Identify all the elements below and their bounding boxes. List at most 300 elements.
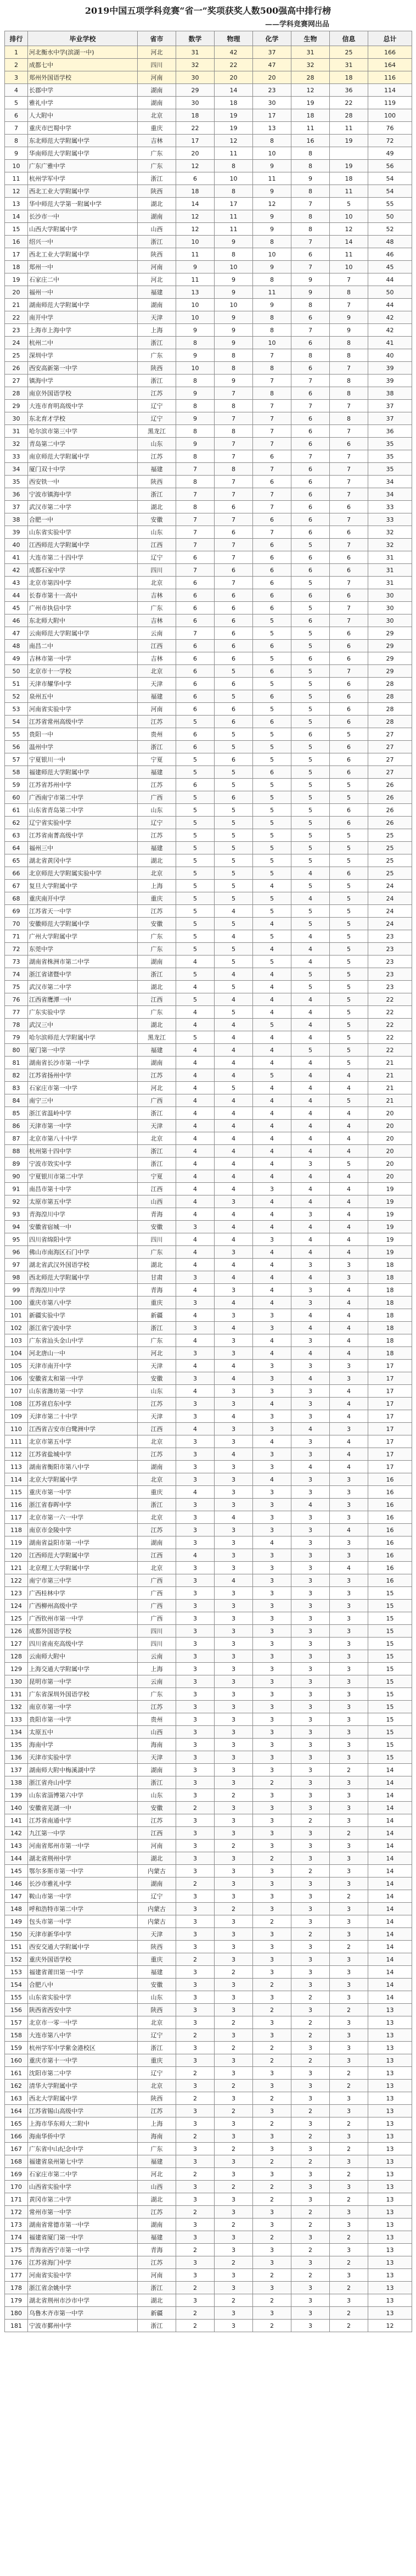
cell-biology: 5: [291, 539, 330, 551]
cell-total: 13: [368, 2168, 412, 2181]
cell-informatics: 3: [330, 2029, 368, 2042]
cell-chemistry: 8: [253, 311, 291, 324]
cell-chemistry: 3: [253, 2105, 291, 2117]
cell-rank: 45: [5, 602, 28, 614]
table-row: [5, 1398, 412, 1410]
cell-rank: 58: [5, 766, 28, 779]
cell-rank: 119: [5, 1536, 28, 1549]
cell-biology: 6: [291, 248, 330, 261]
cell-school: 广西桂林中学: [28, 1587, 138, 1600]
cell-total: 18: [368, 1271, 412, 1284]
cell-math: 3: [176, 2080, 215, 2092]
cell-total: 22: [368, 1031, 412, 1044]
cell-rank: 18: [5, 261, 28, 273]
cell-school: 清华大学附属中学: [28, 2080, 138, 2092]
cell-chemistry: 4: [253, 1435, 291, 1448]
cell-province: 陕西: [138, 185, 176, 198]
cell-biology: 2: [291, 2219, 330, 2231]
cell-biology: 4: [291, 1031, 330, 1044]
cell-total: 22: [368, 1006, 412, 1019]
table-row: [5, 1297, 412, 1309]
cell-total: 28: [368, 716, 412, 728]
cell-biology: 2: [291, 2269, 330, 2282]
cell-rank: 107: [5, 1385, 28, 1398]
cell-math: 9: [176, 261, 215, 273]
cell-total: 119: [368, 97, 412, 109]
cell-rank: 52: [5, 690, 28, 703]
cell-informatics: 5: [330, 829, 368, 842]
cell-math: 3: [176, 1776, 215, 1789]
table-row: [5, 1233, 412, 1246]
cell-province: 江苏: [138, 779, 176, 791]
cell-physics: 6: [215, 652, 253, 665]
cell-school: 广东省深圳外国语学校: [28, 1688, 138, 1701]
cell-informatics: 3: [330, 2105, 368, 2117]
cell-biology: 5: [291, 766, 330, 779]
cell-school: 宁夏银川市第二中学: [28, 1170, 138, 1183]
table-row: [5, 223, 412, 236]
table-row: [5, 526, 412, 539]
cell-school: 四川省南充高级中学: [28, 1638, 138, 1650]
cell-chemistry: 2: [253, 1915, 291, 1928]
cell-biology: 3: [291, 1524, 330, 1536]
cell-total: 19: [368, 1195, 412, 1208]
cell-informatics: 5: [330, 1044, 368, 1057]
cell-total: 13: [368, 2067, 412, 2080]
cell-informatics: 3: [330, 1600, 368, 1612]
cell-province: 广东: [138, 160, 176, 172]
cell-chemistry: 6: [253, 716, 291, 728]
cell-rank: 118: [5, 1524, 28, 1536]
cell-chemistry: 3: [253, 1549, 291, 1562]
cell-chemistry: 5: [253, 614, 291, 627]
cell-school: 陕西省西安中学: [28, 2004, 138, 2016]
cell-math: 22: [176, 122, 215, 135]
cell-total: 23: [368, 981, 412, 993]
cell-biology: 8: [291, 210, 330, 223]
cell-math: 3: [176, 1764, 215, 1776]
cell-biology: 3: [291, 1158, 330, 1170]
cell-total: 16: [368, 1549, 412, 1562]
cell-rank: 16: [5, 236, 28, 248]
cell-province: 江苏: [138, 716, 176, 728]
cell-informatics: 6: [330, 526, 368, 539]
table-row: [5, 678, 412, 690]
cell-total: 23: [368, 943, 412, 955]
cell-rank: 113: [5, 1461, 28, 1473]
cell-informatics: 7: [330, 665, 368, 678]
cell-math: 8: [176, 400, 215, 412]
cell-physics: 3: [215, 1524, 253, 1536]
cell-math: 3: [176, 1473, 215, 1486]
cell-physics: 4: [215, 905, 253, 918]
cell-physics: 4: [215, 1132, 253, 1145]
cell-biology: 6: [291, 551, 330, 564]
cell-school: 江西省鹰潭一中: [28, 993, 138, 1006]
cell-biology: 31: [291, 46, 330, 59]
cell-total: 17: [368, 1410, 412, 1423]
cell-chemistry: 5: [253, 930, 291, 943]
cell-biology: 3: [291, 1802, 330, 1814]
cell-rank: 66: [5, 867, 28, 880]
cell-biology: 8: [291, 349, 330, 362]
cell-biology: 6: [291, 728, 330, 741]
table-row: [5, 46, 412, 59]
cell-biology: 7: [291, 236, 330, 248]
cell-school: 南宁市第三中学: [28, 1574, 138, 1587]
table-row: [5, 513, 412, 526]
table-row: [5, 1941, 412, 1953]
cell-province: 湖南: [138, 1461, 176, 1473]
cell-total: 22: [368, 993, 412, 1006]
cell-informatics: 7: [330, 362, 368, 375]
cell-province: 江苏: [138, 829, 176, 842]
header-rank: 排行: [5, 31, 28, 46]
table-row: [5, 854, 412, 867]
cell-rank: 42: [5, 564, 28, 577]
cell-chemistry: 3: [253, 1663, 291, 1675]
cell-rank: 51: [5, 678, 28, 690]
ranking-table: [4, 31, 412, 2332]
table-row: [5, 1094, 412, 1107]
table-row: [5, 703, 412, 716]
cell-physics: 3: [215, 1915, 253, 1928]
cell-school: 哈尔滨市第三中学: [28, 425, 138, 438]
cell-math: 4: [176, 1309, 215, 1322]
cell-physics: 5: [215, 1082, 253, 1094]
cell-biology: 3: [291, 1398, 330, 1410]
cell-informatics: 7: [330, 450, 368, 463]
cell-chemistry: 3: [253, 1701, 291, 1713]
cell-school: 天津市新华中学: [28, 1928, 138, 1941]
cell-math: 4: [176, 1360, 215, 1372]
cell-rank: 9: [5, 147, 28, 160]
table-row: [5, 1044, 412, 1057]
cell-chemistry: 2: [253, 2193, 291, 2206]
cell-physics: 6: [215, 791, 253, 804]
cell-informatics: 3: [330, 1612, 368, 1625]
cell-biology: 2: [291, 2105, 330, 2117]
cell-rank: 137: [5, 1764, 28, 1776]
cell-total: 15: [368, 1600, 412, 1612]
cell-province: 福建: [138, 286, 176, 299]
cell-chemistry: 4: [253, 1398, 291, 1410]
table-row: [5, 210, 412, 223]
cell-biology: 7: [291, 450, 330, 463]
cell-math: 2: [176, 1877, 215, 1890]
cell-informatics: 3: [330, 1499, 368, 1511]
cell-informatics: 4: [330, 1297, 368, 1309]
cell-math: 6: [176, 678, 215, 690]
cell-school: 石家庄二中: [28, 273, 138, 286]
cell-math: 6: [176, 652, 215, 665]
cell-province: 河北: [138, 273, 176, 286]
cell-biology: 4: [291, 1461, 330, 1473]
cell-school: 江西省吉安市白鹭洲中学: [28, 1423, 138, 1435]
cell-rank: 65: [5, 854, 28, 867]
cell-physics: 3: [215, 1928, 253, 1941]
cell-math: 3: [176, 1701, 215, 1713]
cell-math: 3: [176, 1840, 215, 1852]
cell-math: 11: [176, 273, 215, 286]
cell-total: 19: [368, 1183, 412, 1195]
table-row: [5, 1688, 412, 1701]
cell-biology: 3: [291, 2231, 330, 2244]
cell-physics: 6: [215, 627, 253, 640]
cell-school: 北京市第八十中学: [28, 1132, 138, 1145]
cell-rank: 62: [5, 817, 28, 829]
cell-physics: 3: [215, 2206, 253, 2219]
cell-physics: 6: [215, 753, 253, 766]
cell-math: 3: [176, 1499, 215, 1511]
cell-school: 湖南省长沙市第一中学: [28, 1057, 138, 1069]
cell-rank: 80: [5, 1044, 28, 1057]
cell-physics: 4: [215, 1145, 253, 1158]
cell-informatics: 6: [330, 589, 368, 602]
table-row: [5, 476, 412, 488]
cell-rank: 92: [5, 1195, 28, 1208]
table-row: [5, 1739, 412, 1751]
cell-physics: 14: [215, 84, 253, 97]
table-row: [5, 1183, 412, 1195]
cell-school: 沈阳市第二中学: [28, 2067, 138, 2080]
cell-chemistry: 9: [253, 160, 291, 172]
cell-biology: 12: [291, 84, 330, 97]
cell-biology: 6: [291, 337, 330, 349]
cell-total: 24: [368, 905, 412, 918]
cell-informatics: 6: [330, 753, 368, 766]
cell-biology: 3: [291, 1840, 330, 1852]
cell-biology: 3: [291, 2042, 330, 2054]
cell-informatics: 5: [330, 1094, 368, 1107]
table-header-row: [5, 31, 412, 46]
cell-physics: 2: [215, 2219, 253, 2231]
cell-chemistry: 2: [253, 2231, 291, 2244]
cell-province: 北京: [138, 1511, 176, 1524]
cell-chemistry: 6: [253, 476, 291, 488]
cell-province: 广东: [138, 349, 176, 362]
cell-school: 浙江省舟山中学: [28, 1776, 138, 1789]
cell-province: 青海: [138, 1284, 176, 1297]
cell-informatics: 2: [330, 1764, 368, 1776]
cell-total: 16: [368, 1562, 412, 1574]
cell-math: 3: [176, 1536, 215, 1549]
cell-province: 广东: [138, 602, 176, 614]
cell-total: 34: [368, 488, 412, 501]
cell-informatics: 3: [330, 1953, 368, 1966]
cell-informatics: 4: [330, 1208, 368, 1221]
table-row: [5, 1549, 412, 1562]
cell-informatics: 3: [330, 2054, 368, 2067]
cell-total: 13: [368, 2231, 412, 2244]
cell-physics: 7: [215, 539, 253, 551]
cell-school: 天津市南开中学: [28, 1360, 138, 1372]
cell-informatics: 4: [330, 1132, 368, 1145]
cell-province: 湖南: [138, 299, 176, 311]
cell-informatics: 3: [330, 2016, 368, 2029]
cell-physics: 3: [215, 2282, 253, 2294]
cell-informatics: 3: [330, 1271, 368, 1284]
cell-physics: 3: [215, 1284, 253, 1297]
cell-school: 广东广雅中学: [28, 160, 138, 172]
cell-math: 31: [176, 46, 215, 59]
cell-chemistry: 4: [253, 1170, 291, 1183]
cell-biology: 11: [291, 122, 330, 135]
cell-school: 东莞中学: [28, 943, 138, 955]
cell-math: 3: [176, 1688, 215, 1701]
cell-chemistry: 3: [253, 1574, 291, 1587]
cell-physics: 5: [215, 981, 253, 993]
cell-math: 12: [176, 210, 215, 223]
cell-total: 39: [368, 375, 412, 387]
cell-province: 山西: [138, 223, 176, 236]
cell-province: 广东: [138, 1006, 176, 1019]
cell-biology: 4: [291, 1082, 330, 1094]
cell-rank: 104: [5, 1347, 28, 1360]
table-row: [5, 1221, 412, 1233]
cell-school: 福建省厦门第一中学: [28, 2231, 138, 2244]
cell-informatics: 3: [330, 1587, 368, 1600]
cell-school: 东北师大附中: [28, 614, 138, 627]
cell-total: 27: [368, 728, 412, 741]
cell-chemistry: 4: [253, 1334, 291, 1347]
cell-total: 13: [368, 2307, 412, 2320]
cell-physics: 7: [215, 476, 253, 488]
cell-province: 浙江: [138, 2320, 176, 2332]
cell-school: 人大附中: [28, 109, 138, 122]
cell-school: 南开中学: [28, 311, 138, 324]
cell-biology: 4: [291, 1019, 330, 1031]
cell-total: 30: [368, 602, 412, 614]
cell-biology: 5: [291, 577, 330, 589]
cell-math: 5: [176, 753, 215, 766]
cell-province: 河北: [138, 1082, 176, 1094]
cell-chemistry: 3: [253, 1713, 291, 1726]
cell-chemistry: 10: [253, 248, 291, 261]
cell-province: 江苏: [138, 1814, 176, 1827]
cell-physics: 3: [215, 1953, 253, 1966]
cell-rank: 150: [5, 1928, 28, 1941]
cell-total: 29: [368, 665, 412, 678]
cell-school: 大连市第八中学: [28, 2029, 138, 2042]
cell-total: 56: [368, 160, 412, 172]
cell-chemistry: 3: [253, 2219, 291, 2231]
table-row: [5, 400, 412, 412]
cell-math: 3: [176, 1448, 215, 1461]
cell-physics: 2: [215, 2016, 253, 2029]
cell-chemistry: 3: [253, 1827, 291, 1840]
cell-math: 9: [176, 438, 215, 450]
cell-school: 南京市第一中学: [28, 1701, 138, 1713]
cell-rank: 162: [5, 2080, 28, 2092]
cell-province: 上海: [138, 880, 176, 892]
cell-biology: 3: [291, 1688, 330, 1701]
cell-biology: 4: [291, 955, 330, 968]
cell-math: 3: [176, 1638, 215, 1650]
cell-rank: 125: [5, 1612, 28, 1625]
cell-informatics: 10: [330, 210, 368, 223]
cell-province: 贵州: [138, 728, 176, 741]
cell-math: 3: [176, 1297, 215, 1309]
cell-total: 23: [368, 968, 412, 981]
cell-school: 东北育才学校: [28, 412, 138, 425]
cell-math: 6: [176, 577, 215, 589]
cell-school: 呼和浩特市第二中学: [28, 1903, 138, 1915]
cell-biology: 6: [291, 652, 330, 665]
page-subtitle: ——学科竞赛网出品: [265, 20, 329, 29]
cell-total: 30: [368, 614, 412, 627]
cell-physics: 3: [215, 2054, 253, 2067]
cell-biology: 3: [291, 1208, 330, 1221]
cell-rank: 179: [5, 2294, 28, 2307]
cell-chemistry: 3: [253, 1953, 291, 1966]
table-row: [5, 2307, 412, 2320]
cell-math: 7: [176, 564, 215, 577]
cell-chemistry: 3: [253, 1991, 291, 2004]
cell-total: 25: [368, 842, 412, 854]
cell-province: 湖南: [138, 1877, 176, 1890]
cell-biology: 3: [291, 1903, 330, 1915]
cell-province: 江西: [138, 1549, 176, 1562]
cell-physics: 3: [215, 1423, 253, 1435]
cell-province: 四川: [138, 59, 176, 71]
cell-total: 13: [368, 2029, 412, 2042]
cell-informatics: 5: [330, 1057, 368, 1069]
table-row: [5, 2256, 412, 2269]
cell-province: 甘肃: [138, 1271, 176, 1284]
cell-province: 湖北: [138, 2193, 176, 2206]
cell-rank: 94: [5, 1221, 28, 1233]
cell-province: 重庆: [138, 892, 176, 905]
cell-total: 25: [368, 854, 412, 867]
cell-physics: 11: [215, 210, 253, 223]
cell-physics: 2: [215, 1789, 253, 1802]
table-row: [5, 2054, 412, 2067]
cell-school: 江苏省启东中学: [28, 1398, 138, 1410]
cell-physics: 3: [215, 2092, 253, 2105]
table-row: [5, 1208, 412, 1221]
cell-province: 湖北: [138, 1852, 176, 1865]
cell-province: 辽宁: [138, 2067, 176, 2080]
table-row: [5, 1612, 412, 1625]
cell-total: 50: [368, 210, 412, 223]
cell-rank: 96: [5, 1246, 28, 1259]
cell-total: 31: [368, 564, 412, 577]
cell-chemistry: 3: [253, 1764, 291, 1776]
cell-rank: 165: [5, 2117, 28, 2130]
cell-physics: 6: [215, 703, 253, 716]
cell-rank: 22: [5, 311, 28, 324]
cell-total: 18: [368, 1334, 412, 1347]
cell-math: 6: [176, 728, 215, 741]
cell-school: 北京市一零一中学: [28, 2016, 138, 2029]
cell-province: 广东: [138, 1688, 176, 1701]
cell-total: 14: [368, 1789, 412, 1802]
cell-informatics: 3: [330, 1789, 368, 1802]
cell-chemistry: 3: [253, 2143, 291, 2155]
cell-province: 云南: [138, 627, 176, 640]
cell-biology: 7: [291, 198, 330, 210]
cell-school: 长春市第十一高中: [28, 589, 138, 602]
cell-chemistry: 3: [253, 2029, 291, 2042]
cell-informatics: 8: [330, 337, 368, 349]
cell-informatics: 18: [330, 172, 368, 185]
cell-biology: 3: [291, 1764, 330, 1776]
cell-total: 17: [368, 1398, 412, 1410]
cell-rank: 112: [5, 1448, 28, 1461]
table-row: [5, 1953, 412, 1966]
cell-biology: 3: [291, 2004, 330, 2016]
